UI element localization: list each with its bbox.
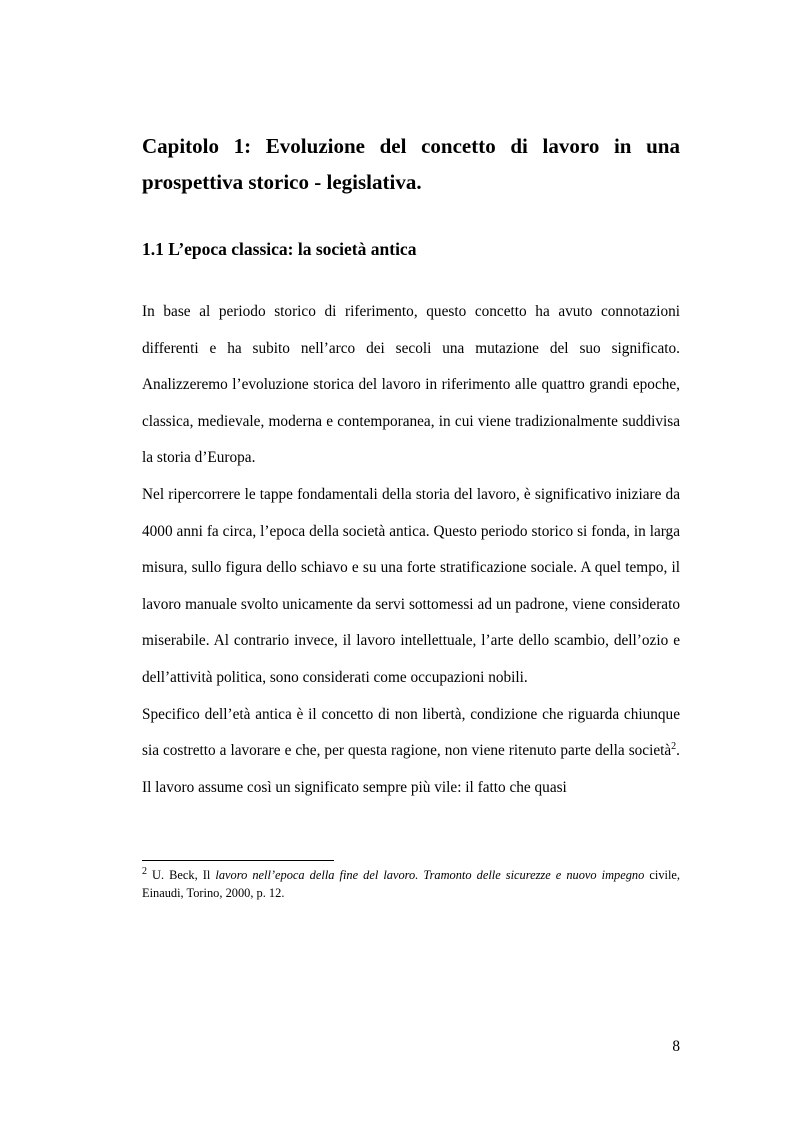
paragraph-text: . Il lavoro assume così un significato sempre più vile: il fatto che quasi xyxy=(142,742,680,796)
footnote-number: 2 xyxy=(142,865,147,877)
paragraph-text: Specifico dell’età antica è il concetto di non libertà, condizione che riguarda chiunque sia costretto a lavorare e che, per questa ragione, non viene ritenuto parte della società xyxy=(142,705,680,760)
section-title: 1.1 L’epoca classica: la società antica xyxy=(142,239,417,259)
paragraph xyxy=(142,697,680,807)
paragraph: Nel ripercorrere le tappe fondamentali della storia del lavoro, è significativo iniziare da 4000 anni fa circa, l’epoca della società antica. Questo periodo storico si fonda, in larga misura, sullo figura dello schiavo e su una forte stratificazione sociale. A quel tempo, il lavoro manuale svolto unicamente da servi sottomessi ad un padrone, viene considerato miserabile. Al contrario invece, il lavoro intellettuale, l’arte dello scambio, dell’ozio e dell’attività politica, sono considerati come occupazioni nobili. xyxy=(142,485,680,686)
footnote-author: U. Beck, Il xyxy=(147,868,216,882)
footnote-reference: 2 xyxy=(671,741,677,753)
footnote-title: lavoro nell’epoca della fine del lavoro. Tramonto delle sicurezze e nuovo impegno xyxy=(215,868,645,882)
footnote xyxy=(142,866,680,902)
paragraph: In base al periodo storico di riferimento, questo concetto ha avuto connotazioni differenti e ha subito nell’arco dei secoli una mutazione del suo significato. Analizzeremo l’evoluzione storica del lavoro in riferimento alle quattro grandi epoche, classica, medievale, moderna e contemporanea, in cui viene tradizionalmente suddivisa la storia d’Europa. xyxy=(142,303,680,467)
page-number: 8 xyxy=(672,1038,680,1055)
body-text xyxy=(142,294,680,806)
footnote-publication: civile, Einaudi, Torino, 2000, p. 12. xyxy=(142,868,681,900)
chapter-title: Capitolo 1: Evoluzione del concetto di lavoro in una prospettiva storico - legislativa. xyxy=(142,134,680,194)
footnote-separator xyxy=(142,860,334,861)
